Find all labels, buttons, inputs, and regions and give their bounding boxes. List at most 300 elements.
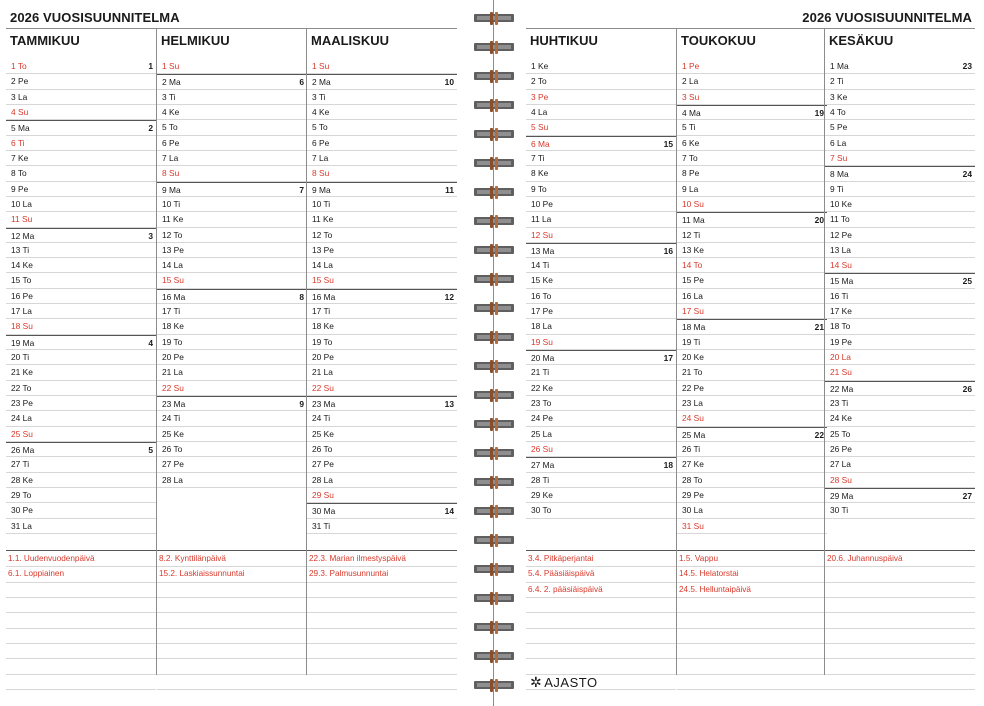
day-row	[825, 228, 975, 243]
day-row	[677, 396, 827, 411]
day-row	[157, 350, 307, 365]
day-row	[677, 136, 827, 151]
note-line	[526, 552, 676, 567]
day-row	[825, 166, 975, 181]
day-row	[526, 503, 676, 518]
day-row	[677, 59, 827, 74]
day-row	[157, 228, 307, 243]
day-label: 3 Ke	[830, 91, 848, 102]
day-label: 5 Pe	[830, 122, 848, 133]
note-line	[825, 629, 975, 644]
binding-ring	[474, 650, 514, 663]
day-row	[526, 335, 676, 350]
week-number: 4	[148, 337, 153, 348]
day-row	[6, 182, 156, 197]
month-name: TOUKOKUU	[681, 33, 756, 48]
day-row	[157, 457, 307, 472]
day-row	[6, 212, 156, 227]
day-row	[157, 105, 307, 120]
day-label: 8 Su	[162, 168, 180, 179]
day-row	[825, 503, 975, 518]
day-row	[307, 273, 457, 288]
day-label: 28 Su	[830, 474, 852, 485]
day-row	[677, 212, 827, 227]
day-label: 4 Ke	[162, 106, 180, 117]
week-number: 3	[148, 230, 153, 241]
day-label: 27 Ma	[531, 460, 555, 471]
day-label: 12 Pe	[830, 229, 852, 240]
day-row	[677, 304, 827, 319]
day-label: 11 Su	[11, 214, 33, 225]
day-row	[677, 488, 827, 503]
note-line	[677, 598, 827, 613]
binding-ring	[474, 157, 514, 170]
week-number: 13	[444, 399, 454, 410]
day-row	[825, 197, 975, 212]
day-row	[677, 120, 827, 135]
month-column	[526, 28, 676, 675]
day-label: 22 Pe	[682, 382, 704, 393]
day-row	[307, 319, 457, 334]
day-label: 22 Su	[312, 382, 334, 393]
day-row	[677, 350, 827, 365]
day-label: 7 Ti	[531, 152, 545, 163]
holiday-section-divider	[825, 550, 975, 551]
binding-ring	[474, 331, 514, 344]
day-label: 25 Ke	[162, 428, 184, 439]
day-label: 2 Ma	[162, 77, 181, 88]
note-line	[6, 629, 156, 644]
day-row	[677, 228, 827, 243]
day-label: 8 Ke	[531, 168, 549, 179]
week-number: 17	[663, 353, 673, 364]
day-label: 11 La	[531, 214, 552, 225]
day-label: 12 To	[312, 229, 333, 240]
day-label: 21 Su	[830, 367, 852, 378]
day-label: 31 Ti	[312, 520, 331, 531]
day-label: 3 Ti	[312, 91, 326, 102]
day-row	[6, 350, 156, 365]
note-line	[307, 629, 457, 644]
day-row	[157, 319, 307, 334]
day-row	[825, 120, 975, 135]
day-label: 2 Ti	[830, 76, 844, 87]
day-row	[307, 427, 457, 442]
day-label: 6 Pe	[162, 137, 180, 148]
day-row	[307, 243, 457, 258]
month-column	[306, 28, 457, 675]
day-row	[677, 427, 827, 442]
sun-logo-icon: ✲	[530, 674, 543, 690]
day-row	[6, 258, 156, 273]
holiday-section-divider	[526, 550, 676, 551]
day-label: 19 To	[162, 336, 183, 347]
day-row	[157, 273, 307, 288]
day-label: 12 Ma	[11, 230, 35, 241]
day-label: 14 Ti	[531, 260, 550, 271]
holiday-label: 15.2. Laskiaissunnuntai	[159, 569, 245, 579]
day-row	[825, 381, 975, 396]
week-number: 12	[444, 291, 454, 302]
holiday-label: 6.1. Loppiainen	[8, 569, 64, 579]
day-row	[526, 365, 676, 380]
note-line	[6, 583, 156, 598]
day-row	[157, 427, 307, 442]
day-label: 30 La	[682, 505, 703, 516]
day-label: 24 Ke	[830, 413, 852, 424]
note-line	[526, 644, 676, 659]
day-row	[677, 503, 827, 518]
day-row	[157, 396, 307, 411]
day-label: 24 Pe	[531, 413, 553, 424]
day-row	[526, 488, 676, 503]
day-label: 18 Ke	[162, 321, 184, 332]
day-row	[677, 411, 827, 426]
day-row	[157, 381, 307, 396]
day-row	[157, 212, 307, 227]
day-row	[825, 442, 975, 457]
day-label: 9 Ma	[312, 184, 331, 195]
day-label: 7 Su	[830, 152, 848, 163]
day-row	[157, 182, 307, 197]
day-label: 1 Ma	[830, 61, 849, 71]
day-label: 2 Pe	[11, 76, 29, 87]
day-row	[157, 442, 307, 457]
note-line	[526, 659, 676, 674]
day-label: 2 To	[531, 76, 547, 87]
day-label: 29 Su	[312, 489, 334, 500]
day-row	[307, 166, 457, 181]
day-row	[825, 457, 975, 472]
day-label: 3 Su	[682, 91, 700, 102]
day-row	[526, 411, 676, 426]
day-row	[825, 243, 975, 258]
holiday-label: 14.5. Helatorstai	[679, 569, 739, 579]
day-label: 27 Pe	[162, 459, 184, 470]
day-label: 6 Ma	[531, 138, 550, 149]
day-row	[677, 197, 827, 212]
day-row	[307, 228, 457, 243]
day-row	[6, 519, 156, 534]
day-label: 9 Ti	[830, 183, 844, 194]
day-label: 31 La	[11, 520, 32, 531]
day-label: 3 Ti	[162, 91, 176, 102]
day-row	[825, 182, 975, 197]
day-label: 18 Ke	[312, 321, 334, 332]
note-line	[677, 659, 827, 674]
day-label: 17 Pe	[531, 306, 553, 317]
note-line	[157, 629, 307, 644]
day-row	[526, 304, 676, 319]
day-label: 30 Pe	[11, 505, 33, 516]
day-label: 8 Pe	[682, 168, 700, 179]
day-label: 10 La	[11, 198, 32, 209]
day-row	[307, 182, 457, 197]
binding-ring	[474, 389, 514, 402]
day-label: 18 La	[531, 321, 552, 332]
day-label: 3 Pe	[531, 91, 549, 102]
day-label: 29 Ma	[830, 490, 854, 501]
day-row	[6, 304, 156, 319]
day-row	[307, 365, 457, 380]
day-label: 15 Ke	[531, 275, 553, 286]
day-label: 22 To	[11, 382, 32, 393]
day-label: 14 To	[682, 260, 703, 271]
binding-ring	[474, 99, 514, 112]
note-line	[526, 567, 676, 582]
day-row	[157, 166, 307, 181]
day-label: 13 Pe	[312, 244, 334, 255]
day-label: 14 Ke	[11, 260, 33, 271]
day-row	[526, 396, 676, 411]
day-row	[677, 243, 827, 258]
day-label: 5 Ti	[682, 122, 696, 133]
day-label: 5 Su	[531, 122, 549, 133]
day-row	[526, 319, 676, 334]
day-row	[526, 427, 676, 442]
day-label: 24 Ti	[312, 413, 331, 424]
binding-ring	[474, 302, 514, 315]
month-column	[676, 28, 827, 675]
day-row	[157, 243, 307, 258]
note-line	[526, 583, 676, 598]
day-label: 25 To	[830, 428, 851, 439]
day-row	[825, 365, 975, 380]
note-line	[825, 675, 975, 690]
binding-ring	[474, 505, 514, 518]
week-number: 14	[444, 506, 454, 517]
day-label: 7 Ke	[11, 152, 29, 163]
day-label: 9 Ma	[162, 184, 181, 195]
day-row	[157, 365, 307, 380]
day-label: 19 Ma	[11, 337, 35, 348]
week-number: 9	[299, 399, 304, 410]
day-label: 21 Ke	[11, 367, 33, 378]
day-row	[526, 473, 676, 488]
note-line	[677, 675, 827, 690]
month-name: HELMIKUU	[161, 33, 230, 48]
day-label: 12 Ti	[682, 229, 701, 240]
day-row	[526, 381, 676, 396]
note-line	[307, 598, 457, 613]
note-line	[6, 675, 156, 690]
holiday-label: 24.5. Helluntaipäivä	[679, 584, 751, 594]
day-label: 11 Ke	[162, 214, 184, 225]
day-label: 20 Pe	[312, 352, 334, 363]
holiday-label: 29.3. Palmusunnuntai	[309, 569, 389, 579]
day-row	[526, 59, 676, 74]
note-line	[6, 644, 156, 659]
note-line	[825, 659, 975, 674]
day-row	[677, 365, 827, 380]
day-row	[825, 90, 975, 105]
day-row	[825, 59, 975, 74]
day-label: 15 To	[11, 275, 32, 286]
day-label: 19 Pe	[830, 336, 852, 347]
day-label: 18 Su	[11, 321, 33, 332]
day-label: 15 Ma	[830, 276, 854, 287]
note-line	[825, 644, 975, 659]
day-row	[825, 151, 975, 166]
day-label: 29 Pe	[682, 489, 704, 500]
binding-ring	[474, 679, 514, 692]
day-label: 18 Ma	[682, 322, 706, 333]
day-label: 7 To	[682, 152, 698, 163]
day-row	[526, 350, 676, 365]
binding-ring	[474, 563, 514, 576]
note-line	[677, 644, 827, 659]
day-row	[825, 74, 975, 89]
day-row	[6, 166, 156, 181]
page-title-left: 2026 VUOSISUUNNITELMA	[10, 10, 180, 25]
day-label: 20 Pe	[162, 352, 184, 363]
day-label: 4 To	[830, 106, 846, 117]
day-label: 7 La	[312, 152, 329, 163]
day-row	[6, 381, 156, 396]
note-line	[6, 552, 156, 567]
week-number: 21	[814, 322, 824, 333]
day-label: 14 Su	[830, 260, 852, 271]
day-label: 27 La	[830, 459, 851, 470]
day-row	[677, 457, 827, 472]
day-label: 10 Ti	[162, 198, 181, 209]
day-label: 16 Ma	[312, 291, 336, 302]
day-row	[677, 151, 827, 166]
day-label: 15 Pe	[682, 275, 704, 286]
day-label: 22 Su	[162, 382, 184, 393]
binding-ring	[474, 273, 514, 286]
day-label: 20 Ke	[682, 352, 704, 363]
day-row	[307, 457, 457, 472]
day-row	[825, 335, 975, 350]
day-label: 30 Ti	[830, 505, 849, 516]
day-row	[307, 503, 457, 518]
day-label: 1 Su	[312, 61, 330, 71]
day-row	[6, 473, 156, 488]
week-number: 11	[445, 184, 454, 195]
day-row	[6, 136, 156, 151]
holiday-section-divider	[6, 550, 156, 551]
day-row	[526, 74, 676, 89]
ajasto-logo	[530, 674, 598, 691]
day-label: 5 Ma	[11, 123, 30, 134]
day-label: 19 Su	[531, 336, 553, 347]
day-label: 27 Pe	[312, 459, 334, 470]
day-row	[307, 442, 457, 457]
day-label: 16 Ti	[830, 290, 849, 301]
day-row	[825, 427, 975, 442]
day-label: 1 Ke	[531, 61, 549, 71]
day-row	[526, 105, 676, 120]
day-label: 6 La	[830, 137, 847, 148]
day-label: 23 Ma	[312, 399, 336, 410]
day-label: 13 Pe	[162, 244, 184, 255]
day-row	[6, 427, 156, 442]
binding-ring	[474, 41, 514, 54]
day-row	[677, 442, 827, 457]
day-label: 22 Ma	[830, 383, 854, 394]
day-label: 28 La	[312, 474, 333, 485]
day-row	[6, 243, 156, 258]
day-row	[6, 365, 156, 380]
note-line	[825, 598, 975, 613]
note-line	[307, 613, 457, 628]
day-row	[307, 105, 457, 120]
day-row	[825, 212, 975, 227]
day-row	[157, 74, 307, 89]
day-label: 2 Ma	[312, 77, 331, 88]
day-label: 5 To	[312, 122, 328, 133]
day-label: 21 La	[162, 367, 183, 378]
day-label: 22 Ke	[531, 382, 553, 393]
day-label: 27 Ke	[682, 459, 704, 470]
day-row	[6, 411, 156, 426]
day-label: 7 La	[162, 152, 179, 163]
day-row	[677, 105, 827, 120]
day-row	[157, 289, 307, 304]
day-row	[825, 136, 975, 151]
day-label: 28 To	[682, 474, 703, 485]
day-label: 2 La	[682, 76, 699, 87]
binding-ring	[474, 215, 514, 228]
day-label: 10 Pe	[531, 198, 553, 209]
day-row	[157, 90, 307, 105]
holiday-label: 5.4. Pääsiäispäivä	[528, 569, 595, 579]
day-label: 28 Ti	[531, 474, 550, 485]
month-name: MAALISKUU	[311, 33, 389, 48]
day-label: 30 To	[531, 505, 552, 516]
day-label: 17 Ke	[830, 306, 852, 317]
day-row	[157, 411, 307, 426]
day-row	[307, 197, 457, 212]
note-line	[526, 629, 676, 644]
day-label: 11 To	[830, 214, 850, 225]
day-label: 6 Ti	[11, 137, 25, 148]
logo-text: AJASTO	[544, 675, 598, 690]
day-row	[6, 74, 156, 89]
holiday-label: 3.4. Pitkäperjantai	[528, 554, 594, 563]
day-row	[157, 473, 307, 488]
day-row	[307, 381, 457, 396]
note-line	[825, 567, 975, 582]
week-number: 10	[444, 77, 454, 88]
day-label: 1 Pe	[682, 61, 700, 71]
note-line	[677, 583, 827, 598]
day-row	[307, 473, 457, 488]
day-label: 20 Ma	[531, 353, 555, 364]
left-page	[0, 0, 470, 706]
day-label: 21 To	[682, 367, 703, 378]
day-row	[677, 289, 827, 304]
month-column	[156, 28, 307, 675]
week-number: 24	[962, 169, 972, 180]
day-label: 12 To	[162, 229, 183, 240]
day-row	[677, 273, 827, 288]
binding-ring	[474, 476, 514, 489]
note-line	[825, 552, 975, 567]
day-row	[526, 258, 676, 273]
day-row	[307, 350, 457, 365]
day-row	[526, 273, 676, 288]
note-line	[677, 629, 827, 644]
note-line	[157, 567, 307, 582]
day-row	[677, 335, 827, 350]
week-number: 7	[299, 184, 304, 195]
day-label: 9 To	[531, 183, 547, 194]
day-row	[677, 90, 827, 105]
note-line	[157, 613, 307, 628]
day-label: 24 Ti	[162, 413, 181, 424]
